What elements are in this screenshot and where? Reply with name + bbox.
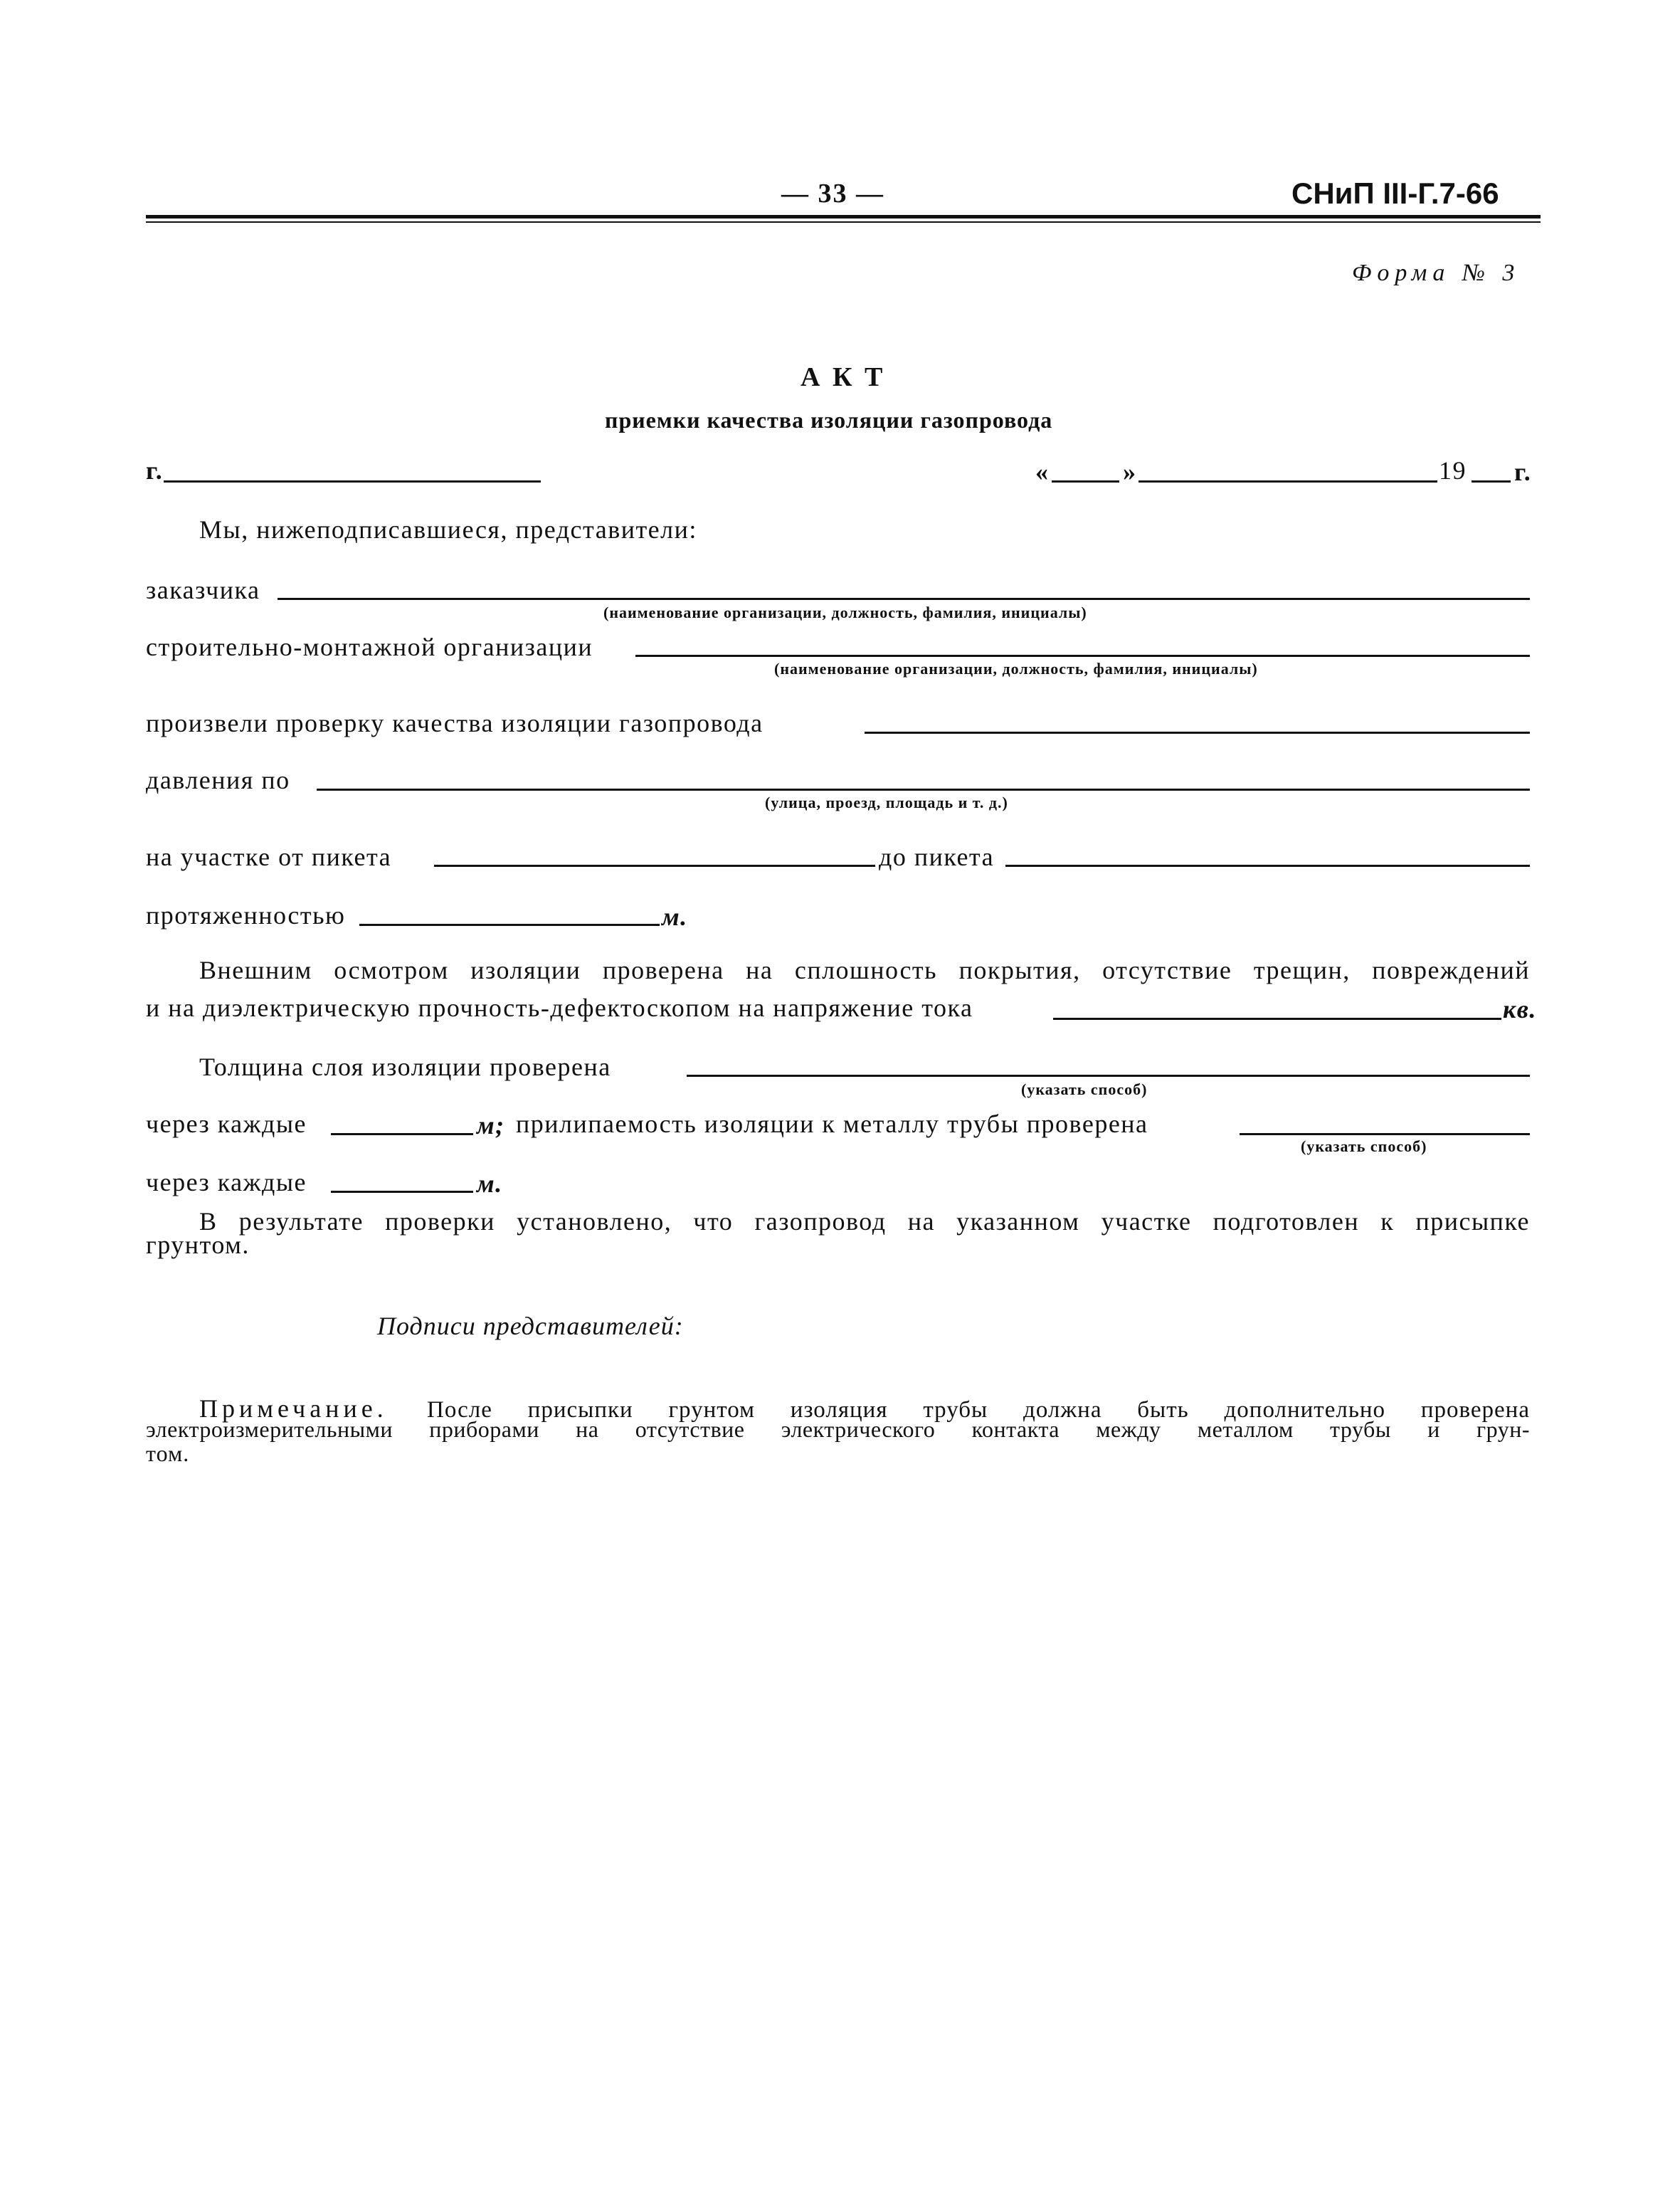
length-field[interactable] xyxy=(359,924,660,926)
intro-text: Мы, нижеподписавшиеся, представители: xyxy=(199,515,697,544)
pressure-caption: (улица, проезд, площадь и т. д.) xyxy=(765,794,1008,811)
quote-close: » xyxy=(1123,458,1137,486)
year-prefix: 19 xyxy=(1439,456,1467,485)
document-title: А К Т xyxy=(801,362,886,392)
length-label: протяженностью xyxy=(146,901,346,930)
note-line2: электроизмерительными приборами на отсутствие электрического контакта между металлом трубы и грун- xyxy=(146,1416,1530,1442)
voltage-field[interactable] xyxy=(1053,1018,1501,1020)
result-line2: грунтом. xyxy=(146,1231,250,1259)
header-rule-bottom xyxy=(146,221,1541,223)
length-unit: м. xyxy=(662,902,688,931)
city-field[interactable] xyxy=(164,480,541,483)
adhesion-caption: (указать способ) xyxy=(1301,1137,1427,1155)
section-from-label: на участке от пикета xyxy=(146,843,392,871)
customer-label: заказчика xyxy=(146,576,260,604)
note-line1: После присыпки грунтом изоляция трубы должна быть дополнительно проверена xyxy=(427,1397,1530,1423)
note-label: Примечание. xyxy=(199,1394,388,1423)
year-suffix: г. xyxy=(1514,458,1532,486)
thickness-label: Толщина слоя изоляции проверена xyxy=(199,1053,611,1081)
thickness-method-field[interactable] xyxy=(687,1075,1530,1077)
header-rule-top xyxy=(146,215,1541,218)
customer-caption: (наименование организации, должность, фамилия, инициалы) xyxy=(603,604,1087,621)
thickness-caption: (указать способ) xyxy=(1021,1080,1148,1098)
section-from-field[interactable] xyxy=(434,865,875,867)
document-subtitle: приемки качества изоляции газопровода xyxy=(605,407,1053,433)
inspection-field[interactable] xyxy=(865,732,1530,734)
adhesion-method-field[interactable] xyxy=(1240,1133,1530,1135)
adhesion-interval-label: через каждые xyxy=(146,1168,307,1196)
day-field[interactable] xyxy=(1052,480,1119,483)
page-number: — 33 — xyxy=(781,179,884,209)
form-number: Форма № 3 xyxy=(1352,260,1521,286)
external-check-line2: и на диэлектрическую прочность-дефектоскопом на напряжение тока xyxy=(146,994,973,1022)
note-line3: том. xyxy=(146,1441,190,1466)
pressure-field[interactable] xyxy=(317,789,1530,791)
contractor-label: строительно-монтажной организации xyxy=(146,633,593,661)
city-prefix: г. xyxy=(146,456,164,485)
external-check-line1: Внешним осмотром изоляции проверена на сплошность покрытия, отсутствие трещин, повреждений xyxy=(199,956,1530,984)
section-to-field[interactable] xyxy=(1005,865,1530,867)
adhesion-every-label: через каждые xyxy=(146,1110,307,1138)
contractor-caption: (наименование организации, должность, фамилия, инициалы) xyxy=(774,660,1258,678)
adhesion-label: прилипаемость изоляции к металлу трубы проверена xyxy=(516,1110,1148,1138)
month-field[interactable] xyxy=(1139,480,1437,483)
adhesion-interval-unit: м. xyxy=(477,1169,503,1198)
quote-open: « xyxy=(1035,458,1050,486)
voltage-unit: кв. xyxy=(1503,995,1537,1023)
contractor-field[interactable] xyxy=(635,655,1530,657)
thickness-interval-unit: м; xyxy=(477,1111,505,1139)
inspection-label: произвели проверку качества изоляции газопровода xyxy=(146,709,764,737)
thickness-interval-field[interactable] xyxy=(331,1133,473,1135)
pressure-label: давления по xyxy=(146,766,290,794)
section-to-label: до пикета xyxy=(879,843,995,871)
adhesion-interval-field[interactable] xyxy=(331,1191,473,1193)
document-code: СНиП III-Г.7-66 xyxy=(1291,177,1499,210)
year-field[interactable] xyxy=(1472,480,1511,483)
result-line1: В результате проверки установлено, что газопровод на указанном участке подготовлен к присыпке xyxy=(199,1207,1530,1236)
signatures-heading: Подписи представителей: xyxy=(377,1312,684,1340)
customer-field[interactable] xyxy=(278,598,1530,600)
